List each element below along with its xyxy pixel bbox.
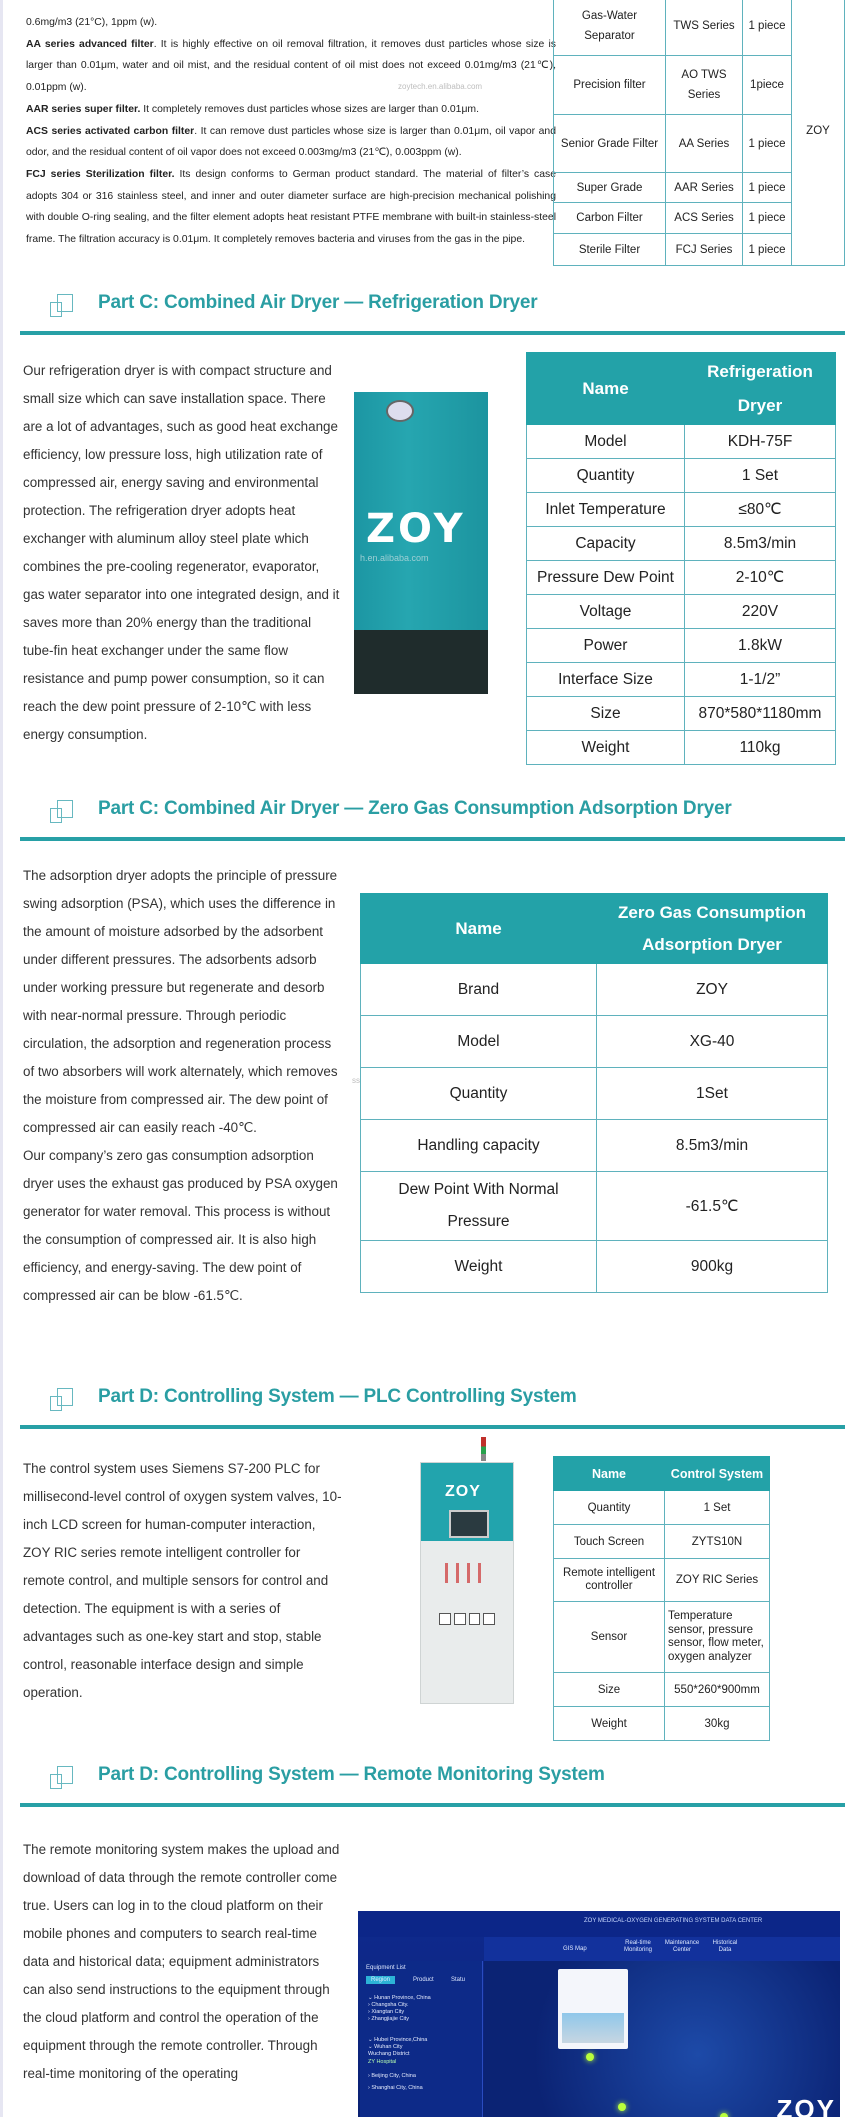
table-row: Carbon Filter ACS Series 1 piece [554, 203, 845, 234]
filter-descriptions [26, 0, 556, 251]
overlapping-squares-icon [50, 294, 72, 318]
table-row: Quantity 1 Set [554, 1491, 770, 1525]
section-header-refrigeration [20, 286, 845, 326]
table-row: Super Grade AAR Series 1 piece [554, 173, 845, 203]
table-row: Interface Size 1-1/2” [527, 663, 836, 697]
table-row: Dew Point With Normal Pressure -61.5℃ [361, 1172, 828, 1241]
filter-intro-cut [26, 0, 556, 12]
divider [20, 1425, 845, 1429]
refrigeration-description: Our refrigeration dryer is with compact structure and small size which can save installation space. There are a lot of advantages, such as good heat exchange efficiency, low pressure loss, high utilization rate of compressed air, energy saving and environmental protection. The refrigeration dryer adopts heat exchanger with aluminum alloy steel plate which combines the pre-cooling regenerator, evaporator, gas water separator into one integrated design, and it saves more than 20% energy than the traditional tube-fin heat exchanger under the same flow resistance and pump power consumption, so it can reach the dew point pressure of 2-10℃ with less energy consumption. [23, 363, 340, 742]
overlapping-squares-icon [50, 800, 72, 824]
table-row: Weight 30kg [554, 1707, 770, 1741]
table-row: Quantity 1Set [361, 1068, 828, 1120]
watermark: zoytech.en.alibaba.com [398, 82, 483, 91]
table-row: Precision filter AO TWS Series 1piece [554, 56, 845, 115]
control-cabinet-image [420, 1462, 514, 1704]
zoy-logo: ZOY [445, 1483, 481, 1500]
table-row: Remote intelligent controller ZOY RIC Series [554, 1559, 770, 1602]
table-row: Model XG-40 [361, 1016, 828, 1068]
table-row: Senior Grade Filter AA Series 1 piece [554, 115, 845, 173]
plc-description: The control system uses Siemens S7-200 PLC for millisecond-level control of oxygen system valves, 10-inch LCD screen for human-computer interaction, ZOY RIC series remote intelligent controller for remote control, and multiple sensors for control and detection. The equipment is with a series of advantages such as one-key start and stop, stable control, reasonable interface design and simple operation. [23, 1461, 342, 1700]
table-row: Gas-Water Separator TWS Series 1 piece ZOY [554, 0, 845, 56]
overlapping-squares-icon [50, 1388, 72, 1412]
adsorption-description: The adsorption dryer adopts the principle of pressure swing adsorption (PSA), which uses the difference in the amount of moisture adsorbed by the adsorbent under different pressures. The adsorbents adsorb under working pressure but regenerate and desorb with near-normal pressure. Through periodic circulation, the adsorption and regeneration process of two absorbers will work alternately, which removes the moisture from compressed air. The dew point of compressed air can easily reach -40℃. Our company’s zero gas consumption adsorption dryer uses the exhaust gas produced by PSA oxygen generator for water removal. This process is without the consumption of compressed air. It is also high efficiency, and energy-saving. The dew point of compressed air can be blow -61.5℃. [23, 868, 338, 1303]
table-row: Brand ZOY [361, 964, 828, 1016]
filter-fcj: FCJ series Sterilization filter. Its design conforms to German product standard. The material of filter’s case adopts 304 or 316 stainless steel, and inner and outer diameter surface are high-precision mechanical polishing with double O-ring sealing, and the filter element adopts heat resistant PTFE membrane with built-in stainless-steel frame. The filtration accuracy is 0.01μm. It completely removes bacteria and viruses from the gas in the pipe. [26, 168, 556, 246]
section-header-remote [20, 1758, 845, 1798]
table-row: Size 870*580*1180mm [527, 697, 836, 731]
dashboard-title: ZOY MEDICAL-OXYGEN GENERATING SYSTEM DATA CENTER [584, 1918, 763, 1924]
table-row: Quantity 1 Set [527, 459, 836, 493]
equipment-list-panel: Equipment List Region Product Statu ⌄ Hunan Province, China › Changsha City. › Xiangtan City › Zhangjiajie City ⌄ Hubei Province,China ⌄ Wuhan City Wuchang District ZY Hospital › Beijing City, China › Shanghai City, China [360, 1961, 483, 2117]
filter-intro-tail: 0.6mg/m3 (21°C), 1ppm (w). [26, 17, 158, 28]
table-row: Weight 900kg [361, 1241, 828, 1293]
divider [20, 837, 845, 841]
table-row: Size 550*260*900mm [554, 1673, 770, 1707]
filter-aar: AAR series super filter. It completely removes dust particles whose sizes are larger than 0.01μm. [26, 103, 479, 115]
zoy-logo: ZOY [776, 2094, 836, 2117]
nav-gis-map: GIS Map [563, 1946, 587, 1952]
table-row: Voltage 220V [527, 595, 836, 629]
tab-region: Region [366, 1976, 395, 1984]
section-header-plc [20, 1380, 845, 1420]
panel-title: Equipment List [366, 1965, 406, 1971]
tab-status: Statu [451, 1977, 466, 1983]
table-row: Handling capacity 8.5m3/min [361, 1120, 828, 1172]
plc-spec-table: Name Control System Quantity 1 Set Touch Screen ZYTS10N Remote intelligent controller ZOY RIC Series Sensor Temperature sensor, pressure sensor, flow meter, oxygen analyzer Size 550*260*900mm Weight 30kg [553, 1456, 770, 1741]
filter-acs: ACS series activated carbon filter. It can remove dust particles whose size is larger than 0.01μm, oil vapor and odor, and the residual content of oil vapor does not exceed 0.003mg/m3 (21℃), 0.003ppm (w). [26, 125, 556, 159]
section-title: Part D: Controlling System — PLC Controlling System [98, 1386, 577, 1407]
remote-description: The remote monitoring system makes the upload and download of data through the remote controller come true. Users can log in to the cloud platform on their mobile phones and computers to search real-time data and historical data; equipment administrators can also send instructions to the equipment through the cloud platform and control the operation of the equipment through the remote controller. Through real-time monitoring of the operating [23, 1842, 340, 2081]
table-row: Sensor Temperature sensor, pressure sensor, flow meter, oxygen analyzer [554, 1602, 770, 1673]
signal-light-icon [481, 1437, 486, 1461]
left-border [0, 0, 3, 2117]
table-row: Weight 110kg [527, 731, 836, 765]
table-row: Power 1.8kW [527, 629, 836, 663]
tab-product: Product [413, 1977, 434, 1983]
device-popup [558, 1969, 628, 2049]
section-title: Part C: Combined Air Dryer — Zero Gas Consumption Adsorption Dryer [98, 798, 732, 819]
refrigeration-dryer-image [354, 392, 488, 694]
gauge-icon [386, 400, 414, 422]
section-header-adsorption [20, 792, 845, 832]
touch-screen [449, 1510, 489, 1538]
table-row: Touch Screen ZYTS10N [554, 1525, 770, 1559]
watermark: h.en.alibaba.com [360, 553, 429, 563]
filter-table [553, 0, 845, 266]
refrigeration-spec-table: Name Refrigeration Dryer Model KDH-75F Quantity 1 Set Inlet Temperature ≤80℃ Capacity 8.5m3/min Pressure Dew Point 2-10℃ Voltage 220V Power 1.8kW Interface Size 1-1/2” Size 870*580*1180mm Weight 110kg [526, 352, 836, 765]
table-row: Sterile Filter FCJ Series 1 piece [554, 234, 845, 266]
table-row: Model KDH-75F [527, 425, 836, 459]
brand-cell: ZOY [792, 0, 845, 266]
filter-aa: AA series advanced filter. It is highly effective on oil removal filtration, it removes dust particles whose size is larger than 0.01μm, water and oil mist, and the residual content of oil mist does not exceed 0.01mg/m3 (21℃), 0.01ppm (w). [26, 38, 556, 94]
table-row: Pressure Dew Point 2-10℃ [527, 561, 836, 595]
overlapping-squares-icon [50, 1766, 72, 1790]
section-title: Part C: Combined Air Dryer — Refrigeration Dryer [98, 292, 538, 313]
divider [20, 331, 845, 335]
table-row: Inlet Temperature ≤80℃ [527, 493, 836, 527]
divider [20, 1803, 845, 1807]
section-title: Part D: Controlling System — Remote Monitoring System [98, 1764, 605, 1785]
nav-maintenance: Maintenance Center [664, 1940, 700, 1953]
adsorption-spec-table: Name Zero Gas Consumption Adsorption Dryer Brand ZOY Model XG-40 Quantity 1Set Handling capacity 8.5m3/min Dew Point With Normal Pressure -61.5℃ Weight 900kg [360, 893, 828, 1293]
zoy-logo: ZOY [366, 506, 466, 552]
nav-historical: Historical Data [712, 1940, 738, 1953]
monitoring-dashboard-image [358, 1911, 840, 2117]
watermark: ss.alibaba.com [352, 1076, 406, 1085]
nav-realtime: Real-time Monitoring [623, 1940, 652, 1953]
table-row: Capacity 8.5m3/min [527, 527, 836, 561]
